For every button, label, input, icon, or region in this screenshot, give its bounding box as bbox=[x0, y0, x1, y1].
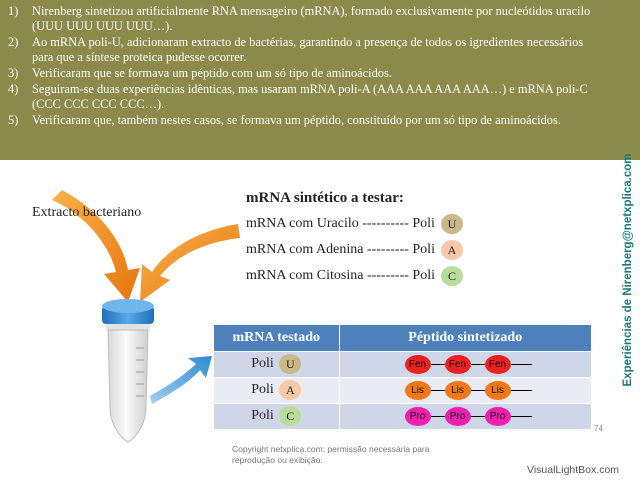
mrna-test-row: mRNA com Uracilo ---------- Poli U bbox=[246, 211, 506, 237]
nucleotide-badge: A bbox=[279, 380, 301, 400]
side-caption-text: Experiências de Nirenberg@netxplica.com bbox=[622, 153, 634, 387]
header-peptide: Péptido sintetizado bbox=[339, 325, 592, 351]
blue-arrow-icon bbox=[150, 356, 212, 404]
amino-acid: Lis bbox=[445, 381, 471, 400]
mrna-test-row: mRNA com Adenina --------- Poli A bbox=[246, 237, 506, 263]
test-tube-icon bbox=[102, 299, 154, 442]
results-table bbox=[214, 325, 592, 429]
extract-label: Extracto bacteriano bbox=[32, 205, 142, 220]
cell-peptide bbox=[339, 377, 592, 403]
mrna-test-row: mRNA com Citosina --------- Poli C bbox=[246, 263, 506, 289]
amino-acid: Lis bbox=[485, 381, 511, 400]
table-header-row bbox=[214, 325, 592, 351]
table-row bbox=[214, 351, 592, 377]
amino-acid: Fen bbox=[485, 355, 511, 374]
table-row bbox=[214, 403, 592, 429]
amino-acid: Fen bbox=[405, 355, 431, 374]
orange-arrow-right-icon bbox=[140, 224, 240, 302]
amino-acid: Fen bbox=[445, 355, 471, 374]
watermark: VisualLightBox.com bbox=[527, 464, 620, 476]
amino-acid: Pro bbox=[445, 407, 471, 426]
mrna-test-block bbox=[246, 190, 506, 289]
header-mrna-tested: mRNA testado bbox=[214, 325, 339, 351]
amino-acid: Pro bbox=[485, 407, 511, 426]
peptide-chain bbox=[340, 378, 592, 403]
step-item: 3) Verificaram que se formava um péptido com um só tipo de aminoácidos. bbox=[8, 66, 392, 80]
page-number: 74 bbox=[594, 424, 603, 433]
cell-peptide bbox=[339, 403, 592, 429]
nucleotide-badge: C bbox=[441, 266, 463, 286]
step-item: 5) Verificaram que, também nestes casos, se formava um péptido, constituído por um só tipo de aminoácidos. bbox=[8, 113, 561, 127]
instructions-panel bbox=[0, 0, 640, 160]
nucleotide-badge: U bbox=[441, 214, 463, 234]
table-row bbox=[214, 377, 592, 403]
cell-peptide bbox=[339, 351, 592, 377]
copyright-notice: Copyright netxplica.com: permissão necessária para reprodução ou exibição. bbox=[232, 444, 430, 465]
peptide-chain bbox=[340, 352, 592, 377]
nucleotide-badge: C bbox=[279, 406, 301, 426]
nucleotide-badge: A bbox=[441, 240, 463, 260]
steps-list bbox=[8, 4, 632, 128]
amino-acid: Pro bbox=[405, 407, 431, 426]
cell-mrna: Poli A bbox=[214, 377, 339, 403]
mrna-test-title: mRNA sintético a testar: bbox=[246, 190, 404, 206]
amino-acid: Lis bbox=[405, 381, 431, 400]
step-item: 1) Nirenberg sintetizou artificialmente RNA mensageiro (mRNA), formado exclusivamente por nucleótidos uracilo (UUU UUU UUU UUU…). bbox=[8, 4, 591, 33]
cell-mrna: Poli U bbox=[214, 351, 339, 377]
side-caption bbox=[619, 153, 637, 387]
step-item: 4) Seguiram-se duas experiências idênticas, mas usaram mRNA poli-A (AAA AAA AAA AAA…) e mRNA poli-C (CCC CCC CCC CCC…). bbox=[8, 82, 588, 111]
nucleotide-badge: U bbox=[279, 354, 301, 374]
peptide-chain bbox=[340, 404, 592, 429]
step-item: 2) Ao mRNA poli-U, adicionaram extracto de bactérias, garantindo a presença de todos os igredientes necessários para que a síntese proteica pudesse ocorrer. bbox=[8, 35, 584, 64]
cell-mrna: Poli C bbox=[214, 403, 339, 429]
